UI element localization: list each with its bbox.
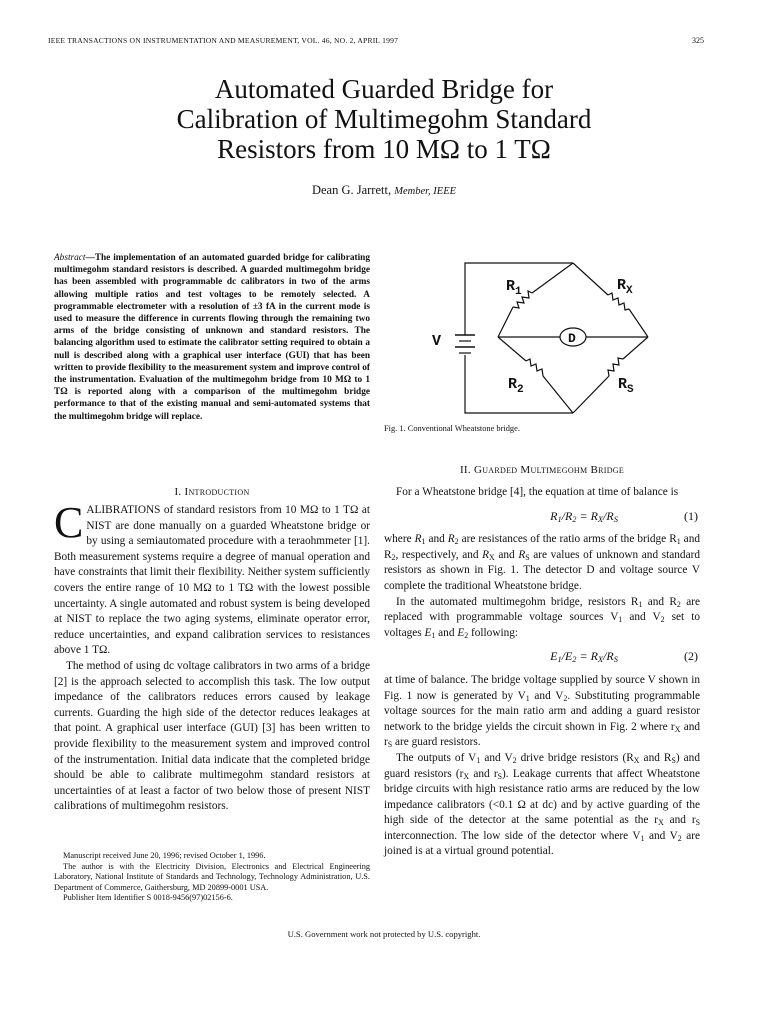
label-d: D [568,331,576,346]
title-line-1: Automated Guarded Bridge for [214,74,554,104]
page-number: 325 [692,36,704,45]
intro-paragraph-1 [54,498,370,659]
equation-2 [384,649,700,665]
sec2-paragraph-1: For a Wheatstone bridge [4], the equation at time of balance is [396,486,679,498]
wire-arm-r1-bottom [498,307,513,337]
section-2-heading [384,464,700,476]
figure-caption: Fig. 1. Conventional Wheatstone bridge. [384,424,520,433]
wire-arm-rs-bottom [573,376,609,413]
section-1-number: I. [174,486,182,498]
label-r2: $R_2$ [508,376,524,396]
label-v: V [432,333,442,350]
section-2-number: II. [459,464,471,476]
equation-1 [384,509,700,525]
right-column-body [384,485,700,860]
abstract-lead: Abstract [54,253,86,263]
author-name: Dean G. Jarrett, [311,183,392,197]
wire-top [465,263,573,335]
equation-2-number: (2) [684,649,698,664]
section-2-title: Guarded Multimegohm Bridge [473,464,625,476]
intro-paragraph-1-text: ALIBRATIONS of standard resistors from 10 MΩ to 1 TΩ at NIST are done manually on a guarded Wheatstone bridge or by using a semiautomated procedure with a teraohmmeter [1]. Both measurement systems require a degree of manual operation and have constraints that limit their flexibility. Neither system sufficiently covers the entire range of 10 MΩ to 1 TΩ with the lowest possible uncertainty. A single automated and robust system is being developed at NIST to replace the two aging systems, eliminate operator error, reduce uncertainties, and expand calibration services to resistances above 1 TΩ. [54,504,370,657]
wire-arm-r1-top [532,263,573,293]
wire-arm-rx-bottom [629,309,648,337]
paper-title [0,74,768,164]
title-line-3: Resistors from 10 MΩ to 1 TΩ [217,134,551,164]
footnote-affiliation: The author is with the Electricity Division, Electronics and Electrical Engineering Laboratory, National Institute of Standards and Technology, Technology Administration, U.S. Department of Commerce, Gaithersburg, MD 20899-0001 USA. [54,861,370,892]
wheatstone-bridge-figure [410,255,710,425]
abstract [54,252,370,423]
resistor-rs-symbol [608,358,623,376]
footnote-received: Manuscript received June 20, 1996; revised October 1, 1996. [63,851,266,860]
wire-arm-rs-top [623,337,648,359]
footnote-identifier: Publisher Item Identifier S 0018-9456(97)02156-6. [63,893,233,902]
left-column-body [54,498,370,815]
equation-2-body: $E_1/E_2 = R_X/R_S$ [550,649,618,665]
title-line-2: Calibration of Multimegohm Standard [176,104,592,134]
author-line [0,183,768,198]
sec2-paragraph-4: at time of balance. The bridge voltage supplied by source V shown in Fig. 1 now is generated by $V_1$ and $V_2$. Substituting programmable voltage sources for the main ratio arm and adding a guard resistor network to the bridge yields the circuit shown in Fig. 2 where $r_X$ and $r_S$ are guard resistors. [384,673,701,750]
wire-arm-r2-bottom [543,376,573,413]
running-header: IEEE TRANSACTIONS ON INSTRUMENTATION AND MEASUREMENT, VOL. 46, NO. 2, APRIL 1997 [48,36,399,45]
abstract-text: —The implementation of an automated guarded bridge for calibrating multimegohm standard resistors is described. A guarded multimegohm bridge has been assembled with programmable dc calibrators in two of the arms allowing multiple ratios and test voltages to be remotely selected. A programmable electrometer with a resolution of ±3 fA in the current mode is used to measure the difference in currents flowing through the remaining two arms of the bridge consisting of unknown and standard resistors. The balancing algorithm used to estimate the calibrator setting required to obtain a null is described along with a graphical user interface (GUI) that has been written to provide flexibility to the measurement system and improve control of the instrumentation. Evaluation of the multimegohm bridge from 10 MΩ to 1 TΩ is reported along with a comparison of the multimegohm bridge performance to that of the existing manual and semi-automated systems that the multimegohm bridge will replace. [54,253,370,422]
wire-arm-rx-top [573,263,608,295]
label-r1: $R_1$ [506,278,522,298]
wire-arm-r2-top [498,337,526,361]
drop-cap: C [54,498,84,547]
resistor-r2-symbol [526,359,543,376]
section-1-heading [54,486,370,498]
label-rs: $R_S$ [618,376,634,396]
sec2-paragraph-5: The outputs of $V_1$ and $V_2$ drive bridge resistors ($R_X$ and $R_S$) and guard resistors ($r_X$ and $r_S$). Leakage currents that affect Wheatstone bridge circuits with high resistance ratio arms are reduced by the low impedance calibrators (<0.1 Ω at dc) and by active guarding of the high side of the detector at the same potential as the $r_X$ and $r_S$ interconnection. The low side of the detector where $V_1$ and $V_2$ are joined is at a virtual ground potential. [384,751,701,858]
footnote [54,851,370,904]
equation-1-number: (1) [684,508,698,523]
sec2-paragraph-2: where $R_1$ and $R_2$ are resistances of the ratio arms of the bridge $R_1$ and $R_2$, respectively, and $R_X$ and $R_S$ are values of unknown and standard resistors as shown in Fig. 1. The detector D and voltage source V complete the traditional Wheatstone bridge. [384,533,700,592]
page-footer: U.S. Government work not protected by U.S. copyright. [287,929,481,939]
author-role: Member, IEEE [394,186,457,197]
sec2-paragraph-3: In the automated multimegohm bridge, resistors $R_1$ and $R_2$ are replaced with programmable voltage sources $V_1$ and $V_2$ set to voltages $E_1$ and $E_2$ following: [384,595,700,640]
section-1-title: Introduction [184,486,250,498]
equation-1-body: $R_1/R_2 = R_X/R_S$ [550,508,618,524]
label-rx: $R_X$ [617,277,633,297]
intro-paragraph-2: The method of using dc voltage calibrators in two arms of a bridge [2] is the approach selected to accomplish this task. The low output impedance of the calibrators reduces errors caused by leakage currents. Guarding the high side of the detector reduces leakages at that point. A graphical user interface (GUI) [3] has been written to provide flexibility to the measurement system and improved control of the instrumentation. Initial data indicate that the completed bridge should be able to calibrate multimegohm standard resistors at uncertainties of at least a factor of two below those of present NIST calibrations of multimegohm resistors. [54,659,370,813]
